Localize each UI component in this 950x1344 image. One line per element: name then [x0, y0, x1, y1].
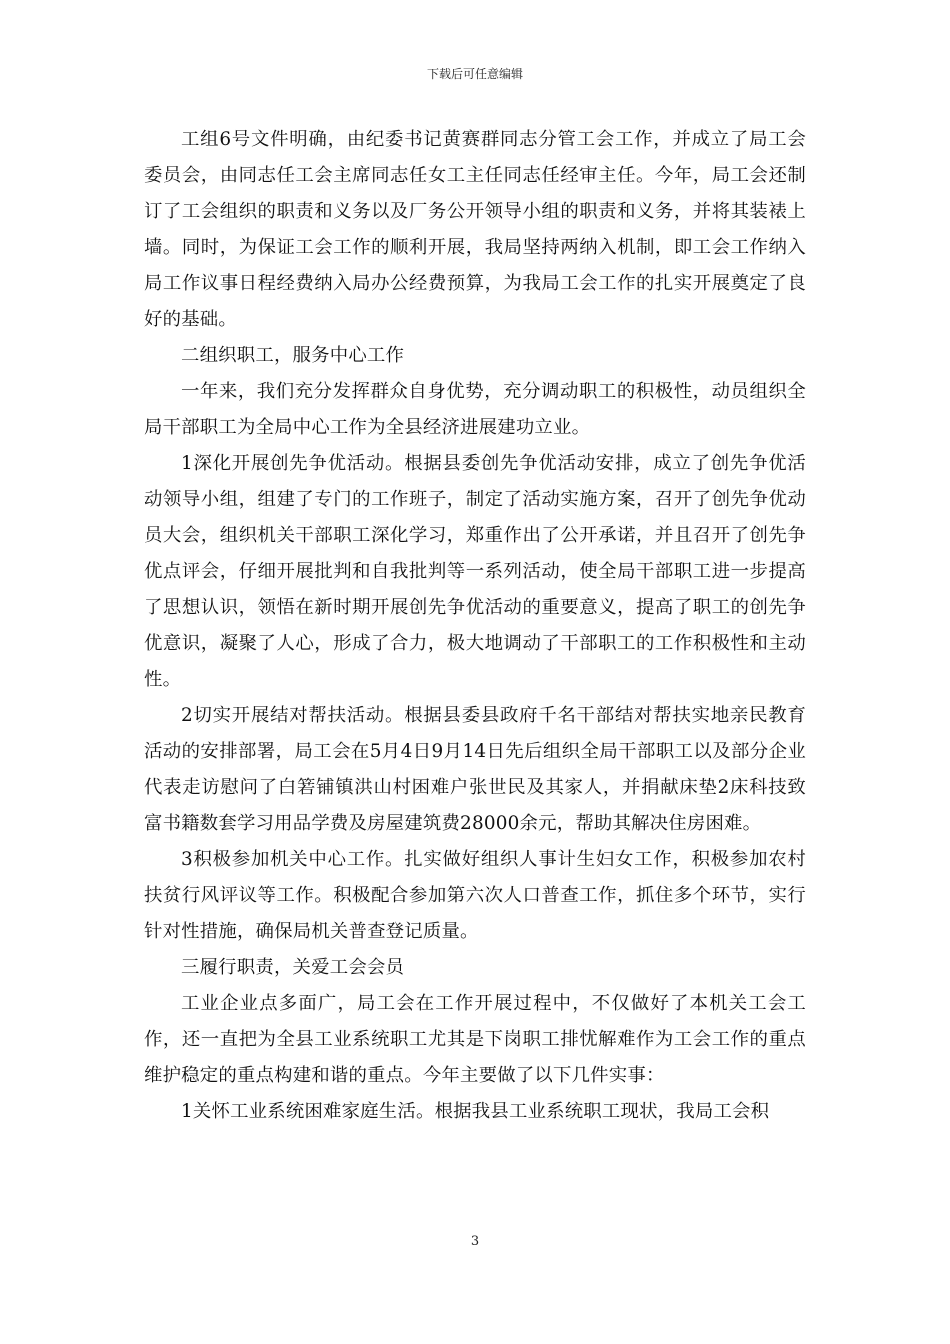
section-heading: 三履行职责，关爱工会会员 — [181, 957, 405, 978]
paragraph: 工组6号文件明确，由纪委书记黄赛群同志分管工会工作，并成立了局工会委员会，由同志任工会主席同志任女工主任同志任经审主任。今年，局工会还制订了工会组织的职责和义务以及厂务公开领导小组的职责和义务，并将其装裱上墙。同时，为保证工会工作的顺利开展，我局坚持两纳入机制，即工会工作纳入局工作议事日程经费纳入局办公经费预算，为我局工会工作的扎实开展奠定了良好的基础。 — [144, 129, 806, 330]
paragraph: 1关怀工业系统困难家庭生活。根据我县工业系统职工现状，我局工会积 — [181, 1101, 770, 1122]
paragraph: 1深化开展创先争优活动。根据县委创先争优活动安排，成立了创先争优活动领导小组，组建了专门的工作班子，制定了活动实施方案，召开了创先争优动员大会，组织机关干部职工深化学习，郑重作出了公开承诺，并且召开了创先争优点评会，仔细开展批判和自我批判等一系列活动，使全局干部职工进一步提高了思想认识，领悟在新时期开展创先争优活动的重要意义，提高了职工的创先争优意识，凝聚了人心，形成了合力，极大地调动了干部职工的工作积极性和主动性。 — [144, 453, 806, 690]
paragraph: 工业企业点多面广，局工会在工作开展过程中，不仅做好了本机关工会工作，还一直把为全县工业系统职工尤其是下岗职工排忧解难作为工会工作的重点维护稳定的重点构建和谐的重点。今年主要做了以下几件实事： — [144, 993, 806, 1086]
section-heading: 二组织职工，服务中心工作 — [181, 345, 405, 366]
page-header: 下载后可任意编辑 — [426, 67, 523, 81]
paragraph: 3积极参加机关中心工作。扎实做好组织人事计生妇女工作，积极参加农村扶贫行风评议等工作。积极配合参加第六次人口普查工作，抓住多个环节，实行针对性措施，确保局机关普查登记质量。 — [144, 849, 806, 942]
paragraph: 一年来，我们充分发挥群众自身优势，充分调动职工的积极性，动员组织全局干部职工为全局中心工作为全县经济进展建功立业。 — [144, 381, 806, 438]
page-number: 3 — [470, 1234, 480, 1249]
document-body — [144, 122, 806, 1130]
paragraph: 2切实开展结对帮扶活动。根据县委县政府千名干部结对帮扶实地亲民教育活动的安排部署，局工会在5月4日9月14日先后组织全局干部职工以及部分企业代表走访慰问了白箬铺镇洪山村困难户张世民及其家人，并捐献床垫2床科技致富书籍数套学习用品学费及房屋建筑费28000余元，帮助其解决住房困难。 — [144, 705, 806, 834]
